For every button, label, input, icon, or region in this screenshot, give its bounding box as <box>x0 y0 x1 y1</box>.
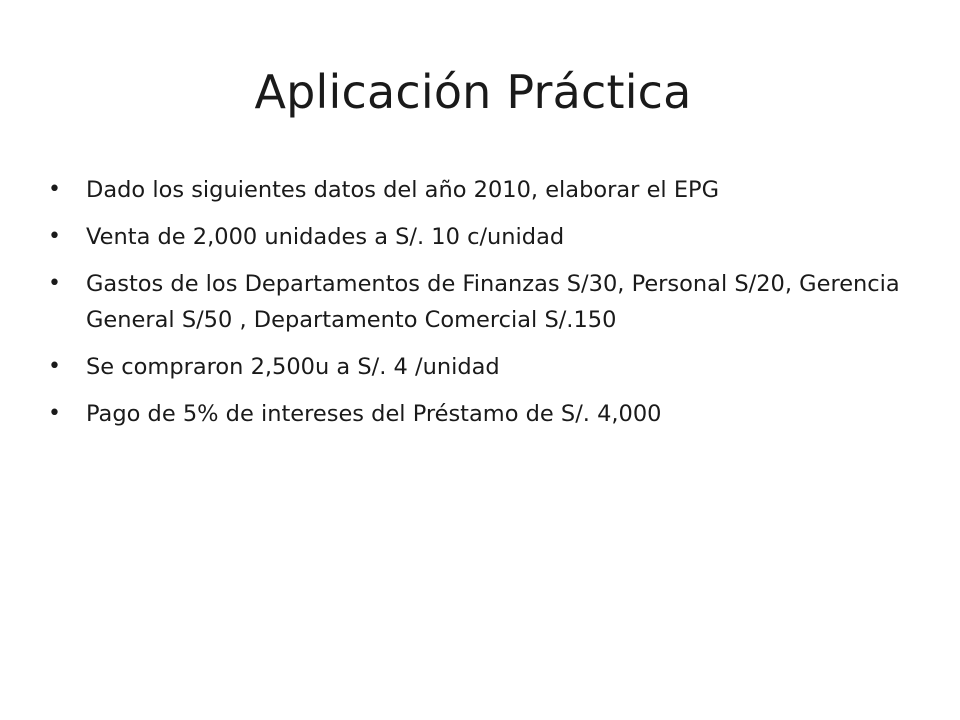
bullet-item <box>48 396 928 432</box>
bullet-item <box>48 349 928 385</box>
bullet-icon: • <box>48 224 61 249</box>
bullet-icon: • <box>48 177 61 202</box>
bullet-text: Dado los siguientes datos del año 2010, elaborar el EPG <box>86 177 720 203</box>
bullet-text: Gastos de los Departamentos de Finanzas S/30, Personal S/20, Gerencia General S/50 , Departamento Comercial S/.150 <box>86 271 900 333</box>
bullet-item <box>48 172 928 208</box>
slide-title: Aplicación Práctica <box>254 65 692 119</box>
bullet-item <box>48 219 928 255</box>
bullet-list <box>48 172 928 443</box>
bullet-text: Pago de 5% de intereses del Préstamo de S/. 4,000 <box>86 401 662 427</box>
bullet-icon: • <box>48 354 61 379</box>
bullet-text: Venta de 2,000 unidades a S/. 10 c/unidad <box>86 224 565 250</box>
bullet-icon: • <box>48 271 61 296</box>
bullet-icon: • <box>48 401 61 426</box>
bullet-text: Se compraron 2,500u a S/. 4 /unidad <box>86 354 500 380</box>
bullet-item <box>48 266 928 338</box>
